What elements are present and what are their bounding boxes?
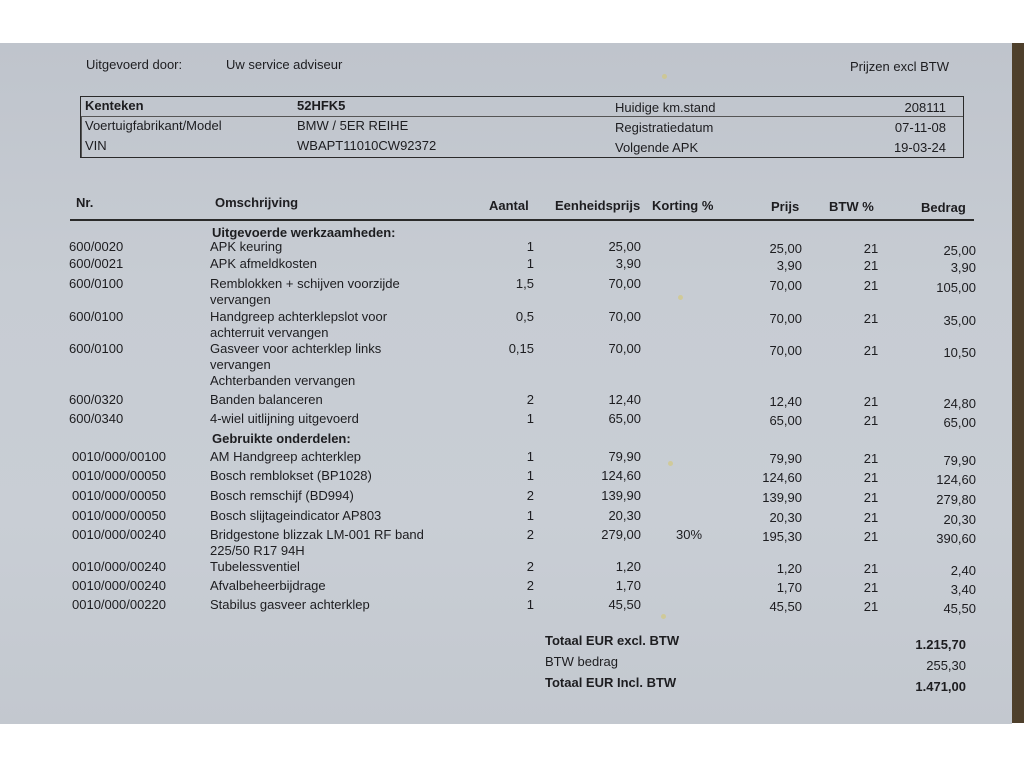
item-price: 25,00	[769, 241, 802, 256]
item-quantity: 0,5	[515, 309, 534, 324]
item-number: 600/0340	[69, 411, 124, 426]
paper-stain	[678, 295, 683, 300]
item-number: 600/0100	[69, 341, 124, 356]
item-description: vervangen	[210, 357, 271, 372]
item-amount: 65,00	[943, 415, 976, 430]
vehicle-field-label: Kenteken	[85, 98, 144, 113]
item-quantity: 2	[526, 578, 534, 593]
item-amount: 10,50	[943, 345, 976, 360]
vehicle-field-value: BMW / 5ER REIHE	[297, 118, 409, 133]
item-description: Tubelessventiel	[210, 559, 300, 574]
item-description: 225/50 R17 94H	[210, 543, 305, 558]
item-price: 1,20	[776, 561, 802, 576]
item-unit-price: 279,00	[601, 527, 641, 542]
total-value: 1.215,70	[915, 637, 966, 652]
item-unit-price: 124,60	[601, 468, 641, 483]
item-price: 124,60	[762, 470, 802, 485]
item-vat: 21	[863, 258, 879, 273]
item-number: 600/0320	[69, 392, 124, 407]
item-amount: 35,00	[943, 313, 976, 328]
paper-stain	[662, 74, 667, 79]
item-unit-price: 139,90	[601, 488, 641, 503]
item-vat: 21	[863, 343, 879, 358]
item-vat: 21	[863, 599, 879, 614]
item-description: Bosch remschijf (BD994)	[210, 488, 354, 503]
vehicle-field-value: 52HFK5	[297, 98, 346, 113]
item-number: 600/0021	[69, 256, 124, 271]
item-unit-price: 70,00	[608, 341, 641, 356]
item-number: 0010/000/00050	[72, 468, 166, 483]
item-unit-price: 79,90	[608, 449, 641, 464]
item-discount: 30%	[676, 527, 703, 542]
item-amount: 24,80	[943, 396, 976, 411]
total-label: BTW bedrag	[545, 654, 618, 669]
vehicle-field-label: VIN	[85, 138, 107, 153]
item-amount: 3,90	[950, 260, 976, 275]
item-quantity: 1	[526, 239, 534, 254]
item-description: achterruit vervangen	[210, 325, 329, 340]
item-quantity: 2	[526, 559, 534, 574]
col-unit-price-header: Eenheidsprijs	[555, 198, 641, 213]
item-quantity: 2	[526, 488, 534, 503]
box-divider	[81, 116, 82, 157]
item-description: Gasveer voor achterklep links	[210, 341, 382, 356]
item-number: 0010/000/00220	[72, 597, 166, 612]
col-discount-header: Korting %	[652, 198, 714, 213]
item-vat: 21	[863, 413, 879, 428]
item-amount: 279,80	[936, 492, 976, 507]
header-rule	[70, 219, 974, 221]
paper-stain	[668, 461, 673, 466]
paper-stain	[661, 614, 666, 619]
item-unit-price: 45,50	[608, 597, 641, 612]
item-description: Banden balanceren	[210, 392, 323, 407]
item-description: Remblokken + schijven voorzijde	[210, 276, 400, 291]
prices-note: Prijzen excl BTW	[850, 59, 949, 74]
item-unit-price: 1,20	[615, 559, 641, 574]
vehicle-field-label: Voertuigfabrikant/Model	[85, 118, 222, 133]
item-vat: 21	[863, 490, 879, 505]
item-vat: 21	[863, 510, 879, 525]
item-amount: 20,30	[943, 512, 976, 527]
item-number: 0010/000/00240	[72, 527, 166, 542]
item-vat: 21	[863, 278, 879, 293]
total-value: 255,30	[926, 658, 966, 673]
item-description: Handgreep achterklepslot voor	[210, 309, 388, 324]
col-description-header: Omschrijving	[215, 195, 299, 210]
item-description: AM Handgreep achterklep	[210, 449, 362, 464]
item-number: 0010/000/00050	[72, 508, 166, 523]
item-vat: 21	[863, 394, 879, 409]
vehicle-field-value: 19-03-24	[893, 140, 946, 155]
item-price: 3,90	[776, 258, 802, 273]
item-price: 195,30	[762, 529, 802, 544]
invoice-document	[0, 43, 1012, 724]
vehicle-field-label: Huidige km.stand	[615, 100, 716, 115]
item-description: 4-wiel uitlijning uitgevoerd	[210, 411, 359, 426]
item-amount: 3,40	[950, 582, 976, 597]
performed-by-value: Uw service adviseur	[226, 57, 343, 72]
item-vat: 21	[863, 561, 879, 576]
col-price-header: Prijs	[771, 199, 800, 214]
item-price: 139,90	[762, 490, 802, 505]
item-quantity: 2	[526, 392, 534, 407]
item-description: Bridgestone blizzak LM-001 RF band	[210, 527, 424, 542]
item-quantity: 1	[526, 597, 534, 612]
item-amount: 2,40	[950, 563, 976, 578]
item-unit-price: 70,00	[608, 309, 641, 324]
total-label: Totaal EUR Incl. BTW	[545, 675, 677, 690]
vehicle-field-value: 208111	[904, 100, 946, 115]
section-work-heading: Uitgevoerde werkzaamheden:	[212, 225, 396, 240]
item-number: 600/0100	[69, 309, 124, 324]
item-vat: 21	[863, 241, 879, 256]
item-number: 0010/000/00050	[72, 488, 166, 503]
box-divider	[81, 116, 963, 117]
vehicle-field-label: Volgende APK	[615, 140, 699, 155]
item-quantity: 1	[526, 449, 534, 464]
item-amount: 105,00	[936, 280, 976, 295]
item-number: 0010/000/00240	[72, 559, 166, 574]
item-amount: 25,00	[943, 243, 976, 258]
item-description: Bosch slijtageindicator AP803	[210, 508, 382, 523]
performed-by-label: Uitgevoerd door:	[86, 57, 183, 72]
total-label: Totaal EUR excl. BTW	[545, 633, 680, 648]
item-price: 45,50	[769, 599, 802, 614]
vehicle-field-label: Registratiedatum	[615, 120, 714, 135]
item-price: 20,30	[769, 510, 802, 525]
item-number: 600/0020	[69, 239, 124, 254]
item-vat: 21	[863, 580, 879, 595]
item-quantity: 0,15	[508, 341, 534, 356]
item-description: APK afmeldkosten	[210, 256, 317, 271]
item-amount: 124,60	[936, 472, 976, 487]
item-description: vervangen	[210, 292, 271, 307]
item-price: 70,00	[769, 343, 802, 358]
item-unit-price: 1,70	[615, 578, 641, 593]
item-unit-price: 25,00	[608, 239, 641, 254]
item-price: 1,70	[776, 580, 802, 595]
item-unit-price: 70,00	[608, 276, 641, 291]
item-quantity: 1	[526, 468, 534, 483]
col-nr-header: Nr.	[76, 195, 94, 210]
item-description: Achterbanden vervangen	[210, 373, 356, 388]
item-unit-price: 12,40	[608, 392, 641, 407]
item-number: 600/0100	[69, 276, 124, 291]
section-parts-heading: Gebruikte onderdelen:	[212, 431, 351, 446]
item-quantity: 1,5	[515, 276, 534, 291]
col-amount-header: Bedrag	[921, 200, 966, 215]
item-vat: 21	[863, 470, 879, 485]
item-amount: 79,90	[943, 453, 976, 468]
item-quantity: 1	[526, 508, 534, 523]
item-number: 0010/000/00240	[72, 578, 166, 593]
item-vat: 21	[863, 529, 879, 544]
item-price: 79,90	[769, 451, 802, 466]
item-unit-price: 3,90	[615, 256, 641, 271]
item-vat: 21	[863, 451, 879, 466]
vehicle-field-value: 07-11-08	[894, 120, 946, 135]
item-unit-price: 20,30	[608, 508, 641, 523]
item-number: 0010/000/00100	[72, 449, 166, 464]
col-qty-header: Aantal	[489, 198, 529, 213]
item-quantity: 1	[526, 411, 534, 426]
item-price: 12,40	[769, 394, 802, 409]
vehicle-field-value: WBAPT11010CW92372	[297, 138, 437, 153]
item-quantity: 1	[526, 256, 534, 271]
item-description: APK keuring	[210, 239, 283, 254]
item-quantity: 2	[526, 527, 534, 542]
item-unit-price: 65,00	[608, 411, 641, 426]
item-price: 70,00	[769, 311, 802, 326]
item-price: 70,00	[769, 278, 802, 293]
item-description: Stabilus gasveer achterklep	[210, 597, 370, 612]
item-description: Afvalbeheerbijdrage	[210, 578, 326, 593]
col-vat-header: BTW %	[829, 199, 874, 214]
item-price: 65,00	[769, 413, 802, 428]
item-amount: 390,60	[936, 531, 976, 546]
item-amount: 45,50	[943, 601, 976, 616]
item-vat: 21	[863, 311, 879, 326]
total-value: 1.471,00	[915, 679, 966, 694]
item-description: Bosch remblokset (BP1028)	[210, 468, 372, 483]
